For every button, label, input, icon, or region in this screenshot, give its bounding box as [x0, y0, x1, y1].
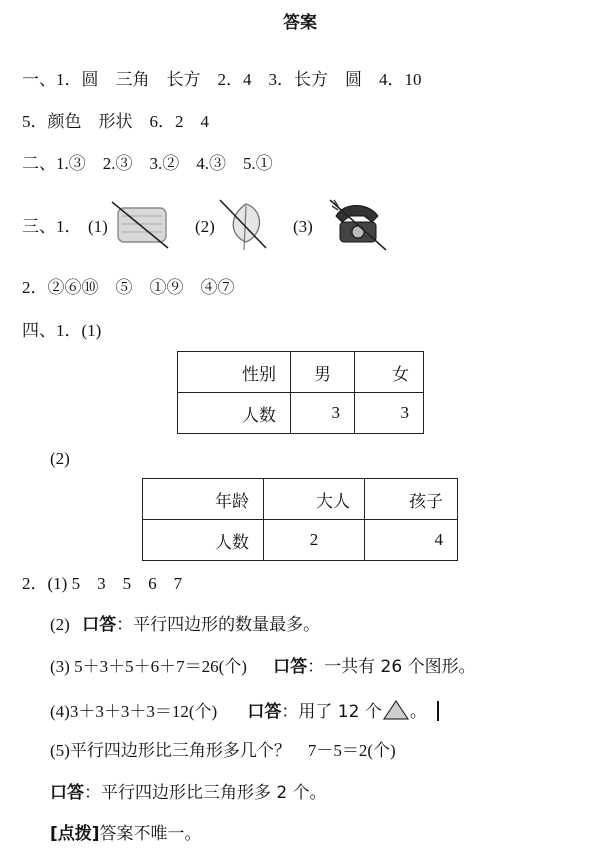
- sub-label: (2): [50, 615, 70, 634]
- tip-label: [点拨]: [50, 824, 100, 844]
- table-header-cell: 年龄: [143, 479, 264, 520]
- calculation: (4)3＋3＋3＋3＝12(个): [50, 702, 218, 721]
- answer-text: ：一共有 26 个图形。: [307, 657, 476, 677]
- answer-line-2: 二、1.③ 2.③ 3.② 4.③ 5.①: [22, 154, 273, 173]
- answer-line-5-3: [50, 656, 476, 678]
- answer-line-3-prefix: 三、1．: [22, 217, 82, 236]
- table-row: [143, 479, 458, 520]
- answer-line-5-4: [50, 699, 439, 723]
- answer-line-5-5: (5)平行四边形比三角形多几个？ 7－5＝2(个): [50, 741, 396, 760]
- answer-line-3-2: 2．②⑥⑩ ⑤ ①⑨ ④⑦: [22, 278, 235, 297]
- sub-question-2-label: (2): [50, 449, 70, 468]
- table-header-cell: 男: [291, 352, 355, 393]
- item-1-label: (1): [88, 217, 108, 236]
- text-cursor: [437, 701, 439, 721]
- table-row: [178, 393, 424, 434]
- triangle-icon: [382, 699, 410, 721]
- item-3-label: (3): [293, 217, 313, 236]
- item-2-label: (2): [195, 217, 215, 236]
- page-title: 答案: [283, 13, 317, 32]
- answer-text: ：平行四边形的数量最多。: [116, 615, 321, 635]
- answer-line-1-2: 5．颜色 形状 6．2 4: [22, 112, 209, 131]
- table-header-cell: 孩子: [365, 479, 458, 520]
- table-cell: 4: [365, 520, 458, 561]
- answer-line-1-1: 一、1．圆 三角 长方 2．4 3．长方 圆 4．10: [22, 70, 422, 89]
- answer-label: 口答: [50, 783, 84, 803]
- crossed-out-telephone-icon: [324, 194, 390, 254]
- age-table: [142, 478, 458, 561]
- answer-end: 。: [409, 702, 427, 722]
- answer-line-5-6: [50, 782, 327, 804]
- table-row: [143, 520, 458, 561]
- answer-label: 口答: [82, 615, 117, 635]
- table-cell: 人数: [178, 393, 291, 434]
- answer-line-5-2: [50, 614, 320, 636]
- table-header-cell: 女: [355, 352, 424, 393]
- gender-table: [177, 351, 424, 434]
- answer-label: 口答: [247, 702, 282, 722]
- table-header-cell: 性别: [178, 352, 291, 393]
- crossed-out-leaf-icon: [216, 196, 270, 254]
- tip-line: [50, 823, 202, 845]
- tip-text: 答案不唯一。: [99, 824, 202, 844]
- crossed-out-towel-icon: [108, 198, 172, 252]
- table-cell: 人数: [143, 520, 264, 561]
- answer-line-4-1: 四、1．(1): [22, 321, 102, 340]
- answer-label: 口答: [273, 657, 308, 677]
- calculation: (3) 5＋3＋5＋6＋7＝26(个): [50, 657, 247, 676]
- answer-line-5-1: 2．(1) 5 3 5 6 7: [22, 574, 183, 593]
- table-cell: 3: [291, 393, 355, 434]
- answer-text: ：平行四边形比三角形多 2 个。: [84, 783, 327, 803]
- table-cell: 2: [264, 520, 365, 561]
- table-header-cell: 大人: [264, 479, 365, 520]
- answer-text: ：用了 12 个: [281, 702, 382, 722]
- table-row: [178, 352, 424, 393]
- table-cell: 3: [355, 393, 424, 434]
